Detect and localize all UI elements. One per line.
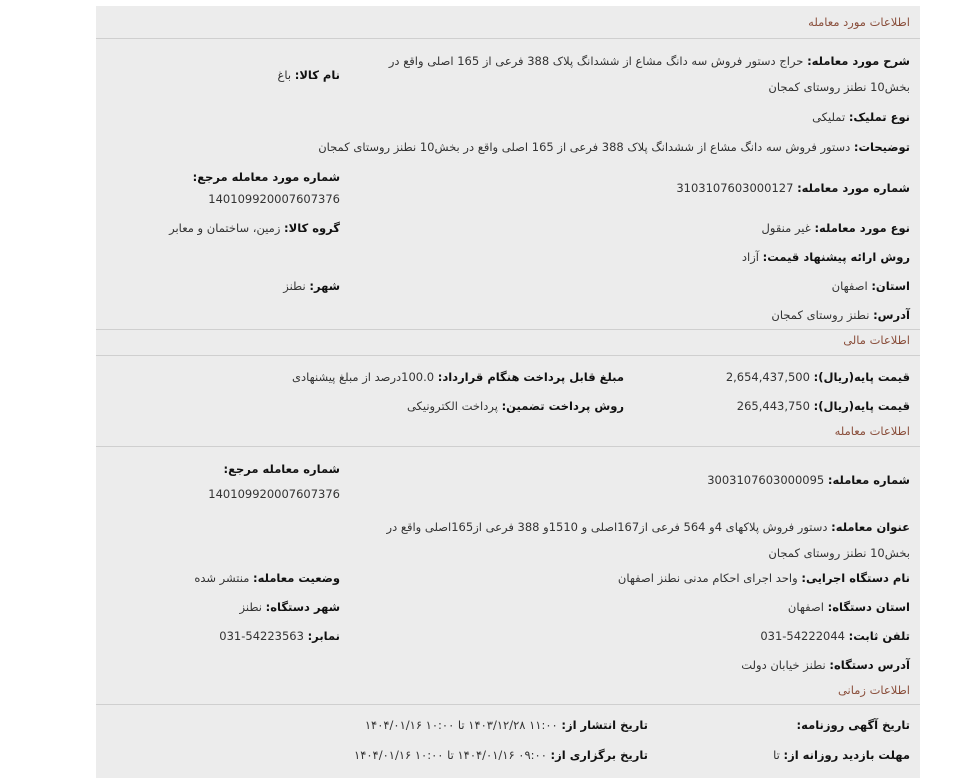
province-label: استان: bbox=[871, 279, 910, 293]
item-type-label: نوع مورد معامله: bbox=[814, 221, 910, 235]
ownership-type bbox=[812, 110, 910, 124]
divider bbox=[96, 329, 920, 330]
city-label: شهر: bbox=[309, 279, 340, 293]
address bbox=[771, 308, 910, 322]
goods-name-label: نام کالا: bbox=[294, 68, 340, 82]
deposit-price-label: قیمت پایه(ریال): bbox=[813, 399, 910, 413]
deal-status-value: منتشر شده bbox=[194, 571, 250, 585]
phone-label: تلفن ثابت: bbox=[848, 629, 910, 643]
ref-item-number-label: شماره مورد معامله مرجع: bbox=[192, 170, 340, 184]
publish-date-label: تاریخ انتشار از: bbox=[561, 718, 648, 732]
deal-notes-value: دستور فروش سه دانگ مشاع از ششدانگ پلاک 388 فرعی از 165 اصلی واقع در بخش10 نطنز روستای کمجان bbox=[318, 140, 851, 154]
deal-title-value: دستور فروش پلاکهای 4و 564 فرعی از167اصلی و 1510و 388 فرعی از165اصلی واقع در بخش10 نطنز روستای کمجان bbox=[386, 520, 910, 560]
deal-description-value: حراج دستور فروش سه دانگ مشاع از ششدانگ پلاک 388 فرعی از 165 اصلی واقع در بخش10 نطنز روستای کمجان bbox=[388, 54, 910, 94]
ref-deal-number-label: شماره معامله مرجع: bbox=[223, 462, 340, 476]
base-price-value: 2,654,437,500 bbox=[725, 370, 810, 384]
divider bbox=[96, 446, 920, 447]
deal-description bbox=[350, 48, 910, 100]
deal-item-number-label: شماره مورد معامله: bbox=[797, 181, 910, 195]
address-value: نطنز روستای کمجان bbox=[771, 308, 870, 322]
bid-method-label: روش ارائه پیشنهاد قیمت: bbox=[762, 250, 910, 264]
base-price-label: قیمت پایه(ریال): bbox=[813, 370, 910, 384]
agency-city-label: شهر دستگاه: bbox=[265, 600, 340, 614]
divider bbox=[96, 355, 920, 356]
fax-label: نمابر: bbox=[307, 629, 340, 643]
deal-description-label: شرح مورد معامله: bbox=[807, 54, 910, 68]
province bbox=[832, 279, 910, 293]
base-price bbox=[726, 370, 910, 384]
goods-group-value: زمین، ساختمان و معابر bbox=[169, 221, 281, 235]
deal-number-value: 3003107603000095 bbox=[707, 473, 825, 487]
agency-province-label: استان دستگاه: bbox=[827, 600, 910, 614]
agency-name-label: نام دستگاه اجرایی: bbox=[801, 571, 910, 585]
deal-notes-label: توضیحات: bbox=[853, 140, 910, 154]
publish-date bbox=[365, 718, 648, 732]
guarantee-method bbox=[407, 399, 624, 413]
deal-number bbox=[707, 473, 910, 487]
deal-item-number-value: 3103107603000127 bbox=[676, 181, 794, 195]
section-title-transaction: اطلاعات معامله bbox=[834, 424, 910, 438]
visit-window-value: تا bbox=[773, 748, 780, 762]
ref-item-number-value: 140109920007607376 bbox=[208, 192, 340, 206]
goods-name bbox=[278, 68, 340, 82]
newspaper-date bbox=[797, 718, 910, 732]
agency-province-value: اصفهان bbox=[787, 600, 824, 614]
deposit-price-value: 265,443,750 bbox=[736, 399, 810, 413]
visit-window-label: مهلت بازدید روزانه از: bbox=[783, 748, 910, 762]
bid-method bbox=[742, 250, 910, 264]
agency-city-value: نطنز bbox=[239, 600, 262, 614]
deal-item-number bbox=[676, 181, 910, 195]
guarantee-method-value: پرداخت الکترونیکی bbox=[406, 399, 498, 413]
goods-name-value: باغ bbox=[277, 68, 292, 82]
divider bbox=[96, 38, 920, 39]
section-title-timing: اطلاعات زمانی bbox=[837, 683, 910, 697]
agency-address-label: آدرس دستگاه: bbox=[829, 658, 910, 672]
contract-payment bbox=[292, 370, 624, 384]
section-title-deal-item: اطلاعات مورد معامله bbox=[808, 15, 910, 29]
newspaper-date-label: تاریخ آگهی روزنامه: bbox=[796, 718, 910, 732]
fax bbox=[219, 629, 340, 643]
ref-item-number bbox=[208, 192, 340, 206]
divider bbox=[96, 704, 920, 705]
ref-deal-number-value: 140109920007607376 bbox=[208, 487, 340, 501]
agency-province bbox=[788, 600, 910, 614]
agency-address bbox=[741, 658, 910, 672]
city bbox=[283, 279, 340, 293]
deal-title-label: عنوان معامله: bbox=[831, 520, 910, 534]
city-value: نطنز bbox=[283, 279, 306, 293]
address-label: آدرس: bbox=[873, 308, 910, 322]
phone-value: 031-54222044 bbox=[760, 629, 845, 643]
item-type bbox=[762, 221, 910, 235]
fax-value: 031-54223563 bbox=[219, 629, 304, 643]
deal-notes bbox=[318, 140, 910, 154]
goods-group-label: گروه کالا: bbox=[284, 221, 340, 235]
agency-city bbox=[240, 600, 340, 614]
deal-number-label: شماره معامله: bbox=[827, 473, 910, 487]
deal-status bbox=[194, 571, 340, 585]
tender-details-page bbox=[96, 6, 920, 778]
agency-address-value: نطنز خیابان دولت bbox=[741, 658, 826, 672]
bid-method-value: آزاد bbox=[741, 250, 759, 264]
phone bbox=[760, 629, 910, 643]
ref-deal-number-label-row bbox=[224, 462, 341, 476]
agency-name-value: واحد اجرای احکام مدنی نطنز اصفهان bbox=[617, 571, 798, 585]
hold-date-label: تاریخ برگزاری از: bbox=[550, 748, 648, 762]
hold-date-value: ۰۹:۰۰ ۱۴۰۴/۰۱/۱۶ تا ۱۰:۰۰ ۱۴۰۴/۰۱/۱۶ bbox=[354, 748, 547, 762]
province-value: اصفهان bbox=[831, 279, 868, 293]
visit-window bbox=[773, 748, 910, 762]
agency-name bbox=[618, 571, 910, 585]
deal-status-label: وضعیت معامله: bbox=[253, 571, 340, 585]
ref-item-number-label-row bbox=[193, 170, 340, 184]
deposit-price bbox=[737, 399, 910, 413]
item-type-value: غیر منقول bbox=[761, 221, 811, 235]
ownership-type-label: نوع تملیک: bbox=[848, 110, 910, 124]
ownership-type-value: تملیکی bbox=[812, 110, 846, 124]
deal-title bbox=[370, 514, 910, 566]
hold-date bbox=[354, 748, 648, 762]
publish-date-value: ۱۱:۰۰ ۱۴۰۳/۱۲/۲۸ تا ۱۰:۰۰ ۱۴۰۴/۰۱/۱۶ bbox=[364, 718, 558, 732]
contract-payment-value: 100.0درصد از مبلغ پیشنهادی bbox=[292, 370, 435, 384]
guarantee-method-label: روش پرداخت تضمین: bbox=[501, 399, 624, 413]
goods-group bbox=[169, 221, 340, 235]
ref-deal-number bbox=[208, 487, 340, 501]
contract-payment-label: مبلغ قابل پرداخت هنگام قرارداد: bbox=[437, 370, 624, 384]
section-title-financial: اطلاعات مالی bbox=[843, 333, 910, 347]
